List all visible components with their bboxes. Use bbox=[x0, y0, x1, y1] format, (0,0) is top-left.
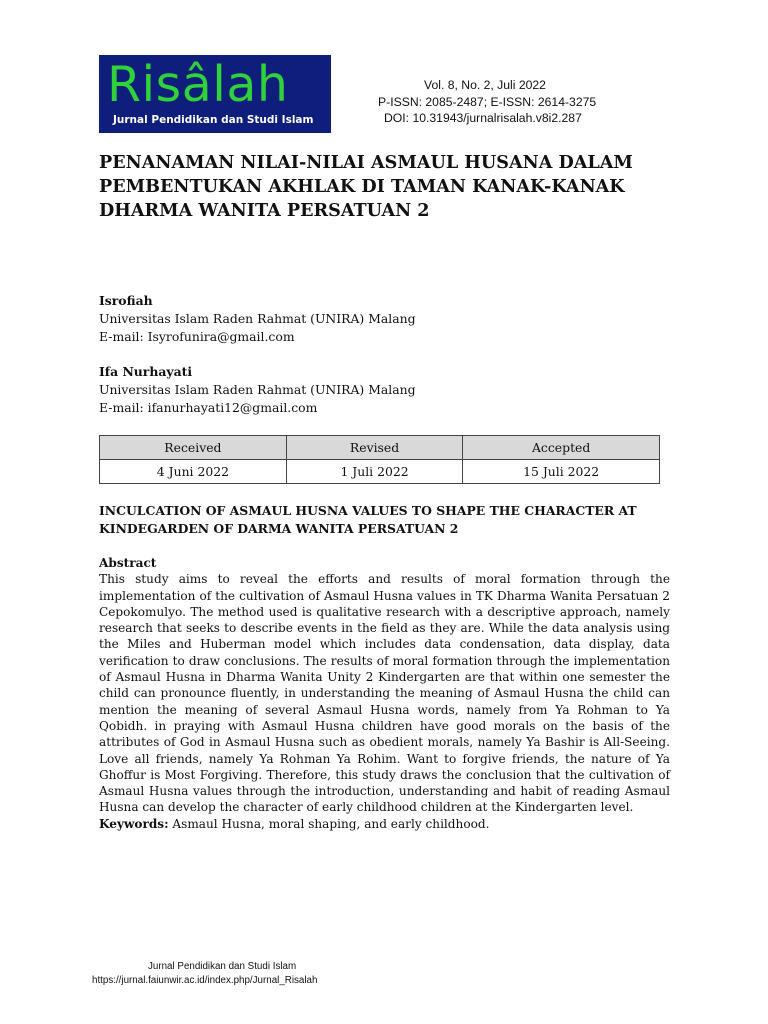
doi-info: DOI: 10.31943/jurnalrisalah.v8i2.287 bbox=[384, 111, 582, 125]
journal-logo bbox=[99, 55, 331, 133]
header-received: Received bbox=[100, 436, 287, 460]
keywords-line bbox=[99, 816, 670, 832]
received-date: 4 Juni 2022 bbox=[100, 460, 287, 484]
author-email: E-mail: ifanurhayati12@gmail.com bbox=[99, 400, 318, 415]
table-row bbox=[100, 460, 660, 484]
submission-dates-table bbox=[99, 435, 660, 484]
author-affiliation: Universitas Islam Raden Rahmat (UNIRA) Malang bbox=[99, 382, 416, 397]
table-header-row bbox=[100, 436, 660, 460]
logo-subtitle: Jurnal Pendidikan dan Studi Islam bbox=[113, 114, 314, 126]
keywords-label: Keywords: bbox=[99, 816, 169, 831]
author-block bbox=[99, 292, 659, 346]
author-email: E-mail: Isyrofunira@gmail.com bbox=[99, 329, 295, 344]
english-title: INCULCATION OF ASMAUL HUSNA VALUES TO SHAPE THE CHARACTER AT KINDEGARDEN OF DARMA WANITA PERSATUAN 2 bbox=[99, 503, 637, 536]
abstract-section bbox=[99, 555, 670, 832]
abstract-heading: Abstract bbox=[99, 556, 157, 570]
keywords-text: Asmaul Husna, moral shaping, and early childhood. bbox=[168, 816, 490, 831]
author-name: Ifa Nurhayati bbox=[99, 364, 193, 379]
volume-info: Vol. 8, No. 2, Juli 2022 bbox=[424, 78, 546, 92]
header-accepted: Accepted bbox=[463, 436, 660, 460]
revised-date: 1 Juli 2022 bbox=[286, 460, 463, 484]
author-name: Isrofiah bbox=[99, 293, 153, 308]
abstract-text: This study aims to reveal the efforts and results of moral formation through the implementation of the cultivation of Asmaul Husna values in TK Dharma Wanita Persatuan 2 Cepokomulyo. The method used is qualitative research with a descriptive approach, namely research that seeks to describe events in the field as they are. While the data analysis using the Miles and Huberman model which includes data condensation, data display, data verification to draw conclusions. The results of moral formation through the implementation of Asmaul Husna in Dharma Wanita Unity 2 Kindergarten are that within one semester the child can pronounce fluently, in understanding the meaning of Asmaul Husna the child can mention the meaning of several Asmaul Husna words, namely from Ya Rohman to Ya Qobidh. in praying with Asmaul Husna children have good morals on the basis of the attributes of God in Asmaul Husna such as obedient morals, namely Ya Bashir is All-Seeing. Love all friends, namely Ya Rohman Ya Rohim. Want to forgive friends, the nature of Ya Ghoffur is Most Forgiving. Therefore, this study draws the conclusion that the cultivation of Asmaul Husna values through the introduction, understanding and habit of reading Asmaul Husna can develop the character of early childhood children at the Kindergarten level. bbox=[99, 572, 670, 815]
header-revised: Revised bbox=[286, 436, 463, 460]
accepted-date: 15 Juli 2022 bbox=[463, 460, 660, 484]
footer-journal: Jurnal Pendidikan dan Studi Islam bbox=[148, 961, 297, 972]
footer-url[interactable]: https://jurnal.faiunwir.ac.id/index.php/Jurnal_Risalah bbox=[92, 975, 318, 986]
author-affiliation: Universitas Islam Raden Rahmat (UNIRA) Malang bbox=[99, 311, 416, 326]
issn-info: P-ISSN: 2085-2487; E-ISSN: 2614-3275 bbox=[378, 94, 597, 109]
article-title: PENANAMAN NILAI-NILAI ASMAUL HUSANA DALAM PEMBENTUKAN AKHLAK DI TAMAN KANAK-KANAK DHARMA WANITA PERSATUAN 2 bbox=[99, 152, 633, 221]
author-block bbox=[99, 363, 659, 417]
page-footer bbox=[92, 960, 352, 988]
logo-wordmark: Risâlah bbox=[107, 56, 289, 113]
journal-meta bbox=[378, 77, 638, 127]
